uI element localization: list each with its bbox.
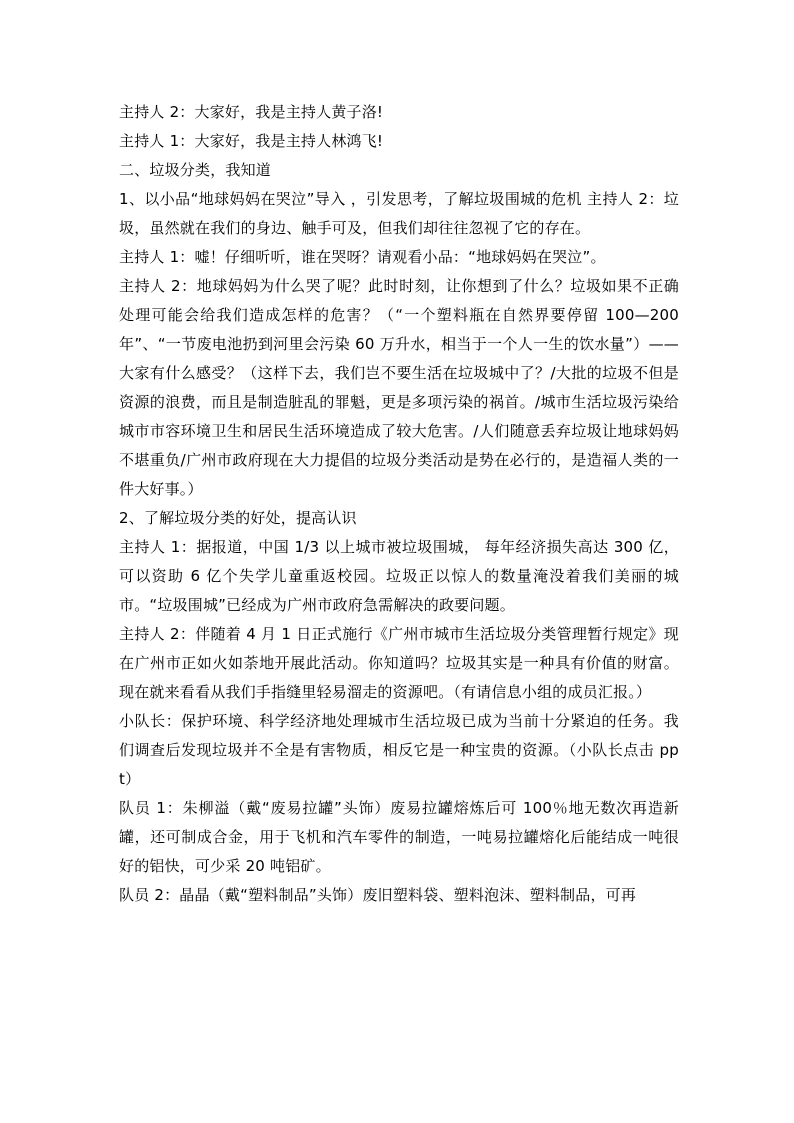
skit-intro-paragraph: 1、以小品“地球妈妈在哭泣”导入 ，引发思考，了解垃圾围城的危机 主持人 2：垃圾，虽然就在我们的身边、触手可及，但我们却往往忽视了它的存在。 <box>119 190 679 237</box>
team-leader-paragraph: 小队长：保护环境、科学经济地处理城市生活垃圾已成为当前十分紧迫的任务。我们调查后发现垃圾并不全是有害物质，相反它是一种宝贵的资源。（小队长点击 ppt） <box>119 712 679 788</box>
member1-paragraph: 队员 1：朱柳溢（戴“废易拉罐”头饰）废易拉罐熔炼后可 100％地无数次再造新罐，还可制成合金，用于飞机和汽车零件的制造，一吨易拉罐熔化后能结成一吨很好的铝快，可少采 20 吨铝矿。 <box>119 799 679 875</box>
host2-hazard-paragraph: 主持人 2：地球妈妈为什么哭了呢？此时时刻，让你想到了什么？垃圾如果不正确处理可能会给我们造成怎样的危害？（“一个塑料瓶在自然界要停留 100—200 年”、“一节废电池扔到河里会污染 60 万升水，相当于一个人一生的饮水量”）——大家有什么感受？（这样下去，我们岂不要生活在垃圾城中了？/大批的垃圾不但是资源的浪费，而且是制造脏乱的罪魁，更是多项污染的祸首。/城市生活垃圾污染给城市市容环境卫生和居民生活环境造成了较大危害。/人们随意丢弃垃圾让地球妈妈不堪重负/广州市政府现在大力提倡的垃圾分类活动是势在必行的，是造福人类的一件大好事。） <box>119 277 679 498</box>
host1-greeting: 主持人 1：大家好，我是主持人林鸿飞! <box>119 132 384 150</box>
member2-paragraph: 队员 2：晶晶（戴“塑料制品”头饰）废旧塑料袋、塑料泡沫、塑料制品，可再 <box>119 886 637 904</box>
host1-report-paragraph: 主持人 1：据报道，中国 1/3 以上城市被垃圾围城， 每年经济损失高达 300 亿，可以资助 6 亿个失学儿童重返校园。垃圾正以惊人的数量淹没着我们美丽的城市。“垃圾围城”已经成为广州市政府急需解决的政要问题。 <box>119 538 679 614</box>
host2-regulation-paragraph: 主持人 2：伴随着 4 月 1 日正式施行《广州市城市生活垃圾分类管理暂行规定》现在广州市正如火如荼地开展此活动。你知道吗？垃圾其实是一种具有价值的财富。现在就来看看从我们手指缝里轻易溜走的资源吧。（有请信息小组的成员汇报。） <box>119 625 679 701</box>
host1-skit-paragraph: 主持人 1：嘘！仔细听听，谁在哭呀？请观看小品：“地球妈妈在哭泣”。 <box>119 248 606 266</box>
section-heading: 二、垃圾分类，我知道 <box>119 161 272 179</box>
subsection-heading: 2、了解垃圾分类的好处，提高认识 <box>119 509 357 527</box>
document-page <box>119 98 679 910</box>
host2-greeting: 主持人 2：大家好，我是主持人黄子洛! <box>119 103 384 121</box>
